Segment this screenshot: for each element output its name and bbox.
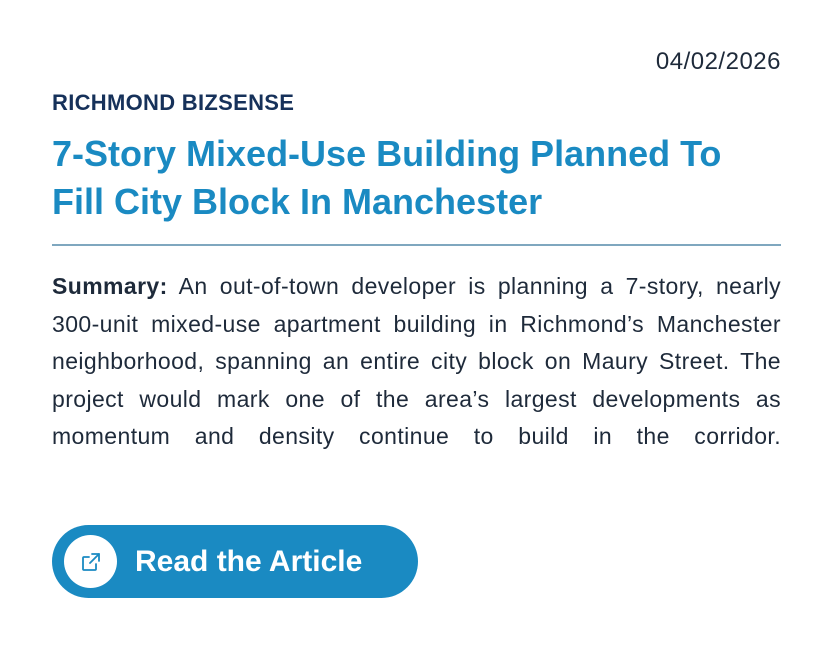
external-link-icon — [79, 550, 103, 574]
icon-circle — [64, 535, 117, 588]
article-source: RICHMOND BIZSENSE — [52, 90, 295, 115]
article-summary — [52, 268, 781, 456]
article-headline: 7-Story Mixed-Use Building Planned To Fill City Block In Manchester — [52, 133, 722, 222]
divider — [52, 244, 781, 246]
summary-label: Summary: — [52, 273, 168, 299]
read-article-label: Read the Article — [135, 544, 363, 578]
summary-text: An out-of-town developer is planning a 7-story, nearly 300-unit mixed-use apartment building in Richmond’s Manchester neighborhood, spanning an entire city block on Maury Street. The project would mark one of the area’s largest developments as momentum and density continue to build in the corridor. — [52, 273, 781, 449]
read-article-button[interactable] — [52, 525, 418, 598]
article-date: 04/02/2026 — [655, 48, 781, 75]
